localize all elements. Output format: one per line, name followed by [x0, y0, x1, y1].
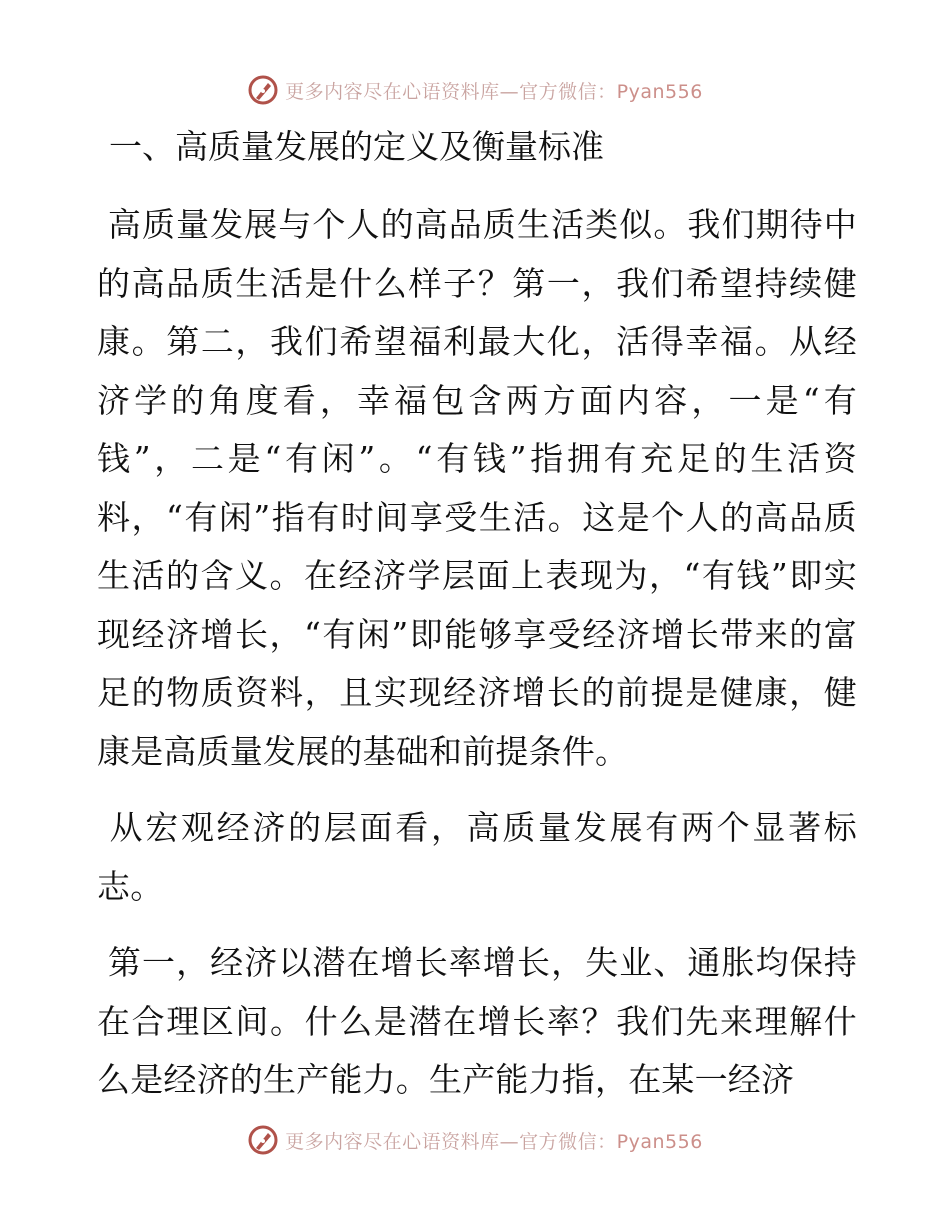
section-heading: 一、高质量发展的定义及衡量标准	[109, 127, 604, 166]
watermark-text: 更多内容尽在心语资料库—官方微信：Pyan556	[285, 80, 703, 103]
watermark-text: 更多内容尽在心语资料库—官方微信：Pyan556	[285, 1130, 703, 1153]
paragraph: 从宏观经济的层面看，高质量发展有两个显著标志。	[97, 808, 857, 906]
document-body	[97, 122, 857, 1128]
wechat-id: Pyan556	[616, 80, 703, 103]
fountain-pen-logo-icon	[247, 1124, 279, 1156]
fountain-pen-logo-icon	[247, 74, 279, 106]
wechat-id: Pyan556	[616, 1130, 703, 1153]
watermark-banner-bottom	[0, 1120, 950, 1160]
watermark-banner-top	[0, 70, 950, 110]
paragraph: 第一，经济以潜在增长率增长，失业、通胀均保持在合理区间。什么是潜在增长率？我们先来理解什么是经济的生产能力。生产能力指，在某一经济	[97, 943, 857, 1099]
paragraph: 高质量发展与个人的高品质生活类似。我们期待中的高品质生活是什么样子？第一，我们希望持续健康。第二，我们希望福利最大化，活得幸福。从经济学的角度看，幸福包含两方面内容，一是“有钱”，二是“有闲”。“有钱”指拥有充足的生活资料，“有闲”指有时间享受生活。这是个人的高品质生活的含义。在经济学层面上表现为，“有钱”即实现经济增长，“有闲”即能够享受经济增长带来的富足的物质资料，且实现经济增长的前提是健康，健康是高质量发展的基础和前提条件。	[97, 205, 857, 771]
